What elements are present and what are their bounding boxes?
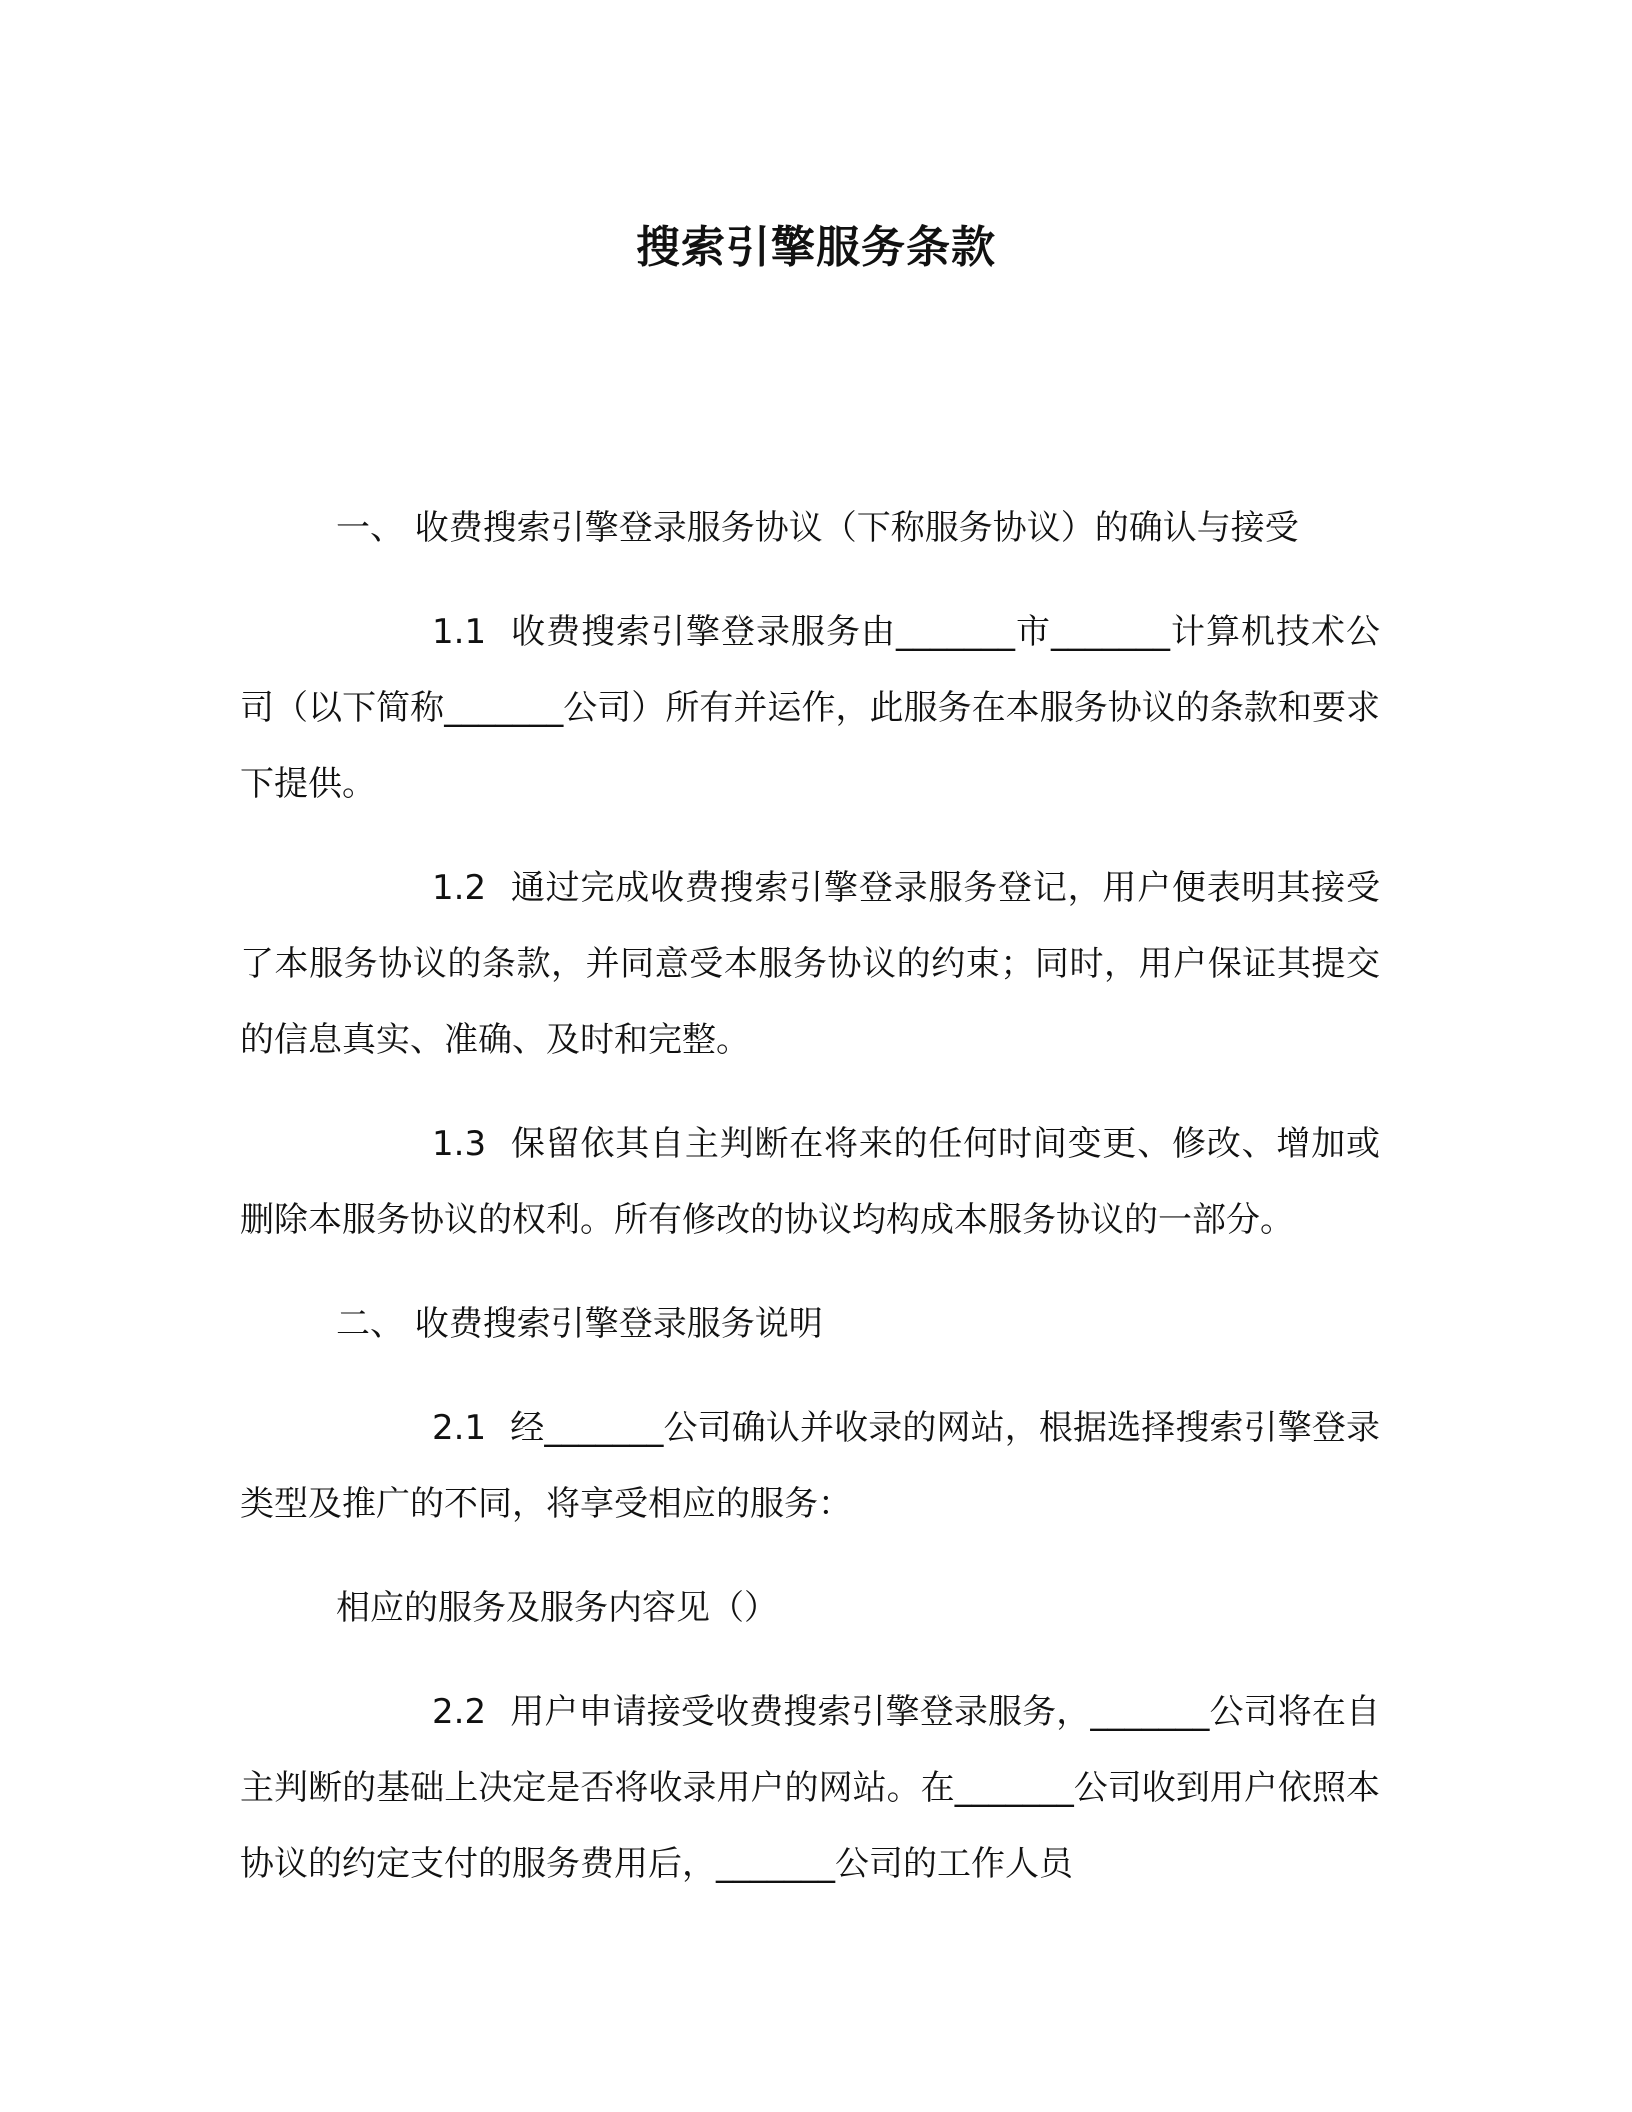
clause-2-2 <box>240 1674 1380 1902</box>
section-heading-1: 一、 收费搜索引擎登录服务协议（下称服务协议）的确认与接受 <box>336 508 1299 548</box>
section-heading-2: 二、 收费搜索引擎登录服务说明 <box>336 1304 823 1344</box>
service-content-note: 相应的服务及服务内容见（） <box>336 1588 778 1628</box>
document-title: 搜索引擎服务条款 <box>636 222 996 273</box>
clause-number: 1.3 <box>432 1124 487 1164</box>
clause-1-3 <box>240 1106 1380 1258</box>
clause-1-2 <box>240 850 1380 1078</box>
clause-number: 1.2 <box>432 868 487 908</box>
clause-2-1 <box>240 1390 1380 1542</box>
clause-number: 2.1 <box>432 1408 487 1448</box>
clause-text: 经_______公司确认并收录的网站，根据选择搜索引擎登录类型及推广的不同，将享受相应的服务： <box>240 1408 1380 1524</box>
clause-text: 保留依其自主判断在将来的任何时间变更、修改、增加或删除本服务协议的权利。所有修改的协议均构成本服务协议的一部分。 <box>240 1124 1380 1240</box>
clause-text: 用户申请接受收费搜索引擎登录服务，_______公司将在自主判断的基础上决定是否将收录用户的网站。在_______公司收到用户依照本协议的约定支付的服务费用后，_______公司的工作人员 <box>240 1692 1380 1884</box>
clause-1-1 <box>240 594 1380 822</box>
clause-number: 2.2 <box>432 1692 487 1732</box>
clause-text: 通过完成收费搜索引擎登录服务登记，用户便表明其接受了本服务协议的条款，并同意受本服务协议的约束；同时，用户保证其提交的信息真实、准确、及时和完整。 <box>240 868 1380 1060</box>
clause-number: 1.1 <box>432 612 487 652</box>
clause-text: 收费搜索引擎登录服务由_______市_______计算机技术公司（以下简称_______公司）所有并运作，此服务在本服务协议的条款和要求下提供。 <box>240 612 1380 804</box>
document-body <box>240 490 1380 1930</box>
